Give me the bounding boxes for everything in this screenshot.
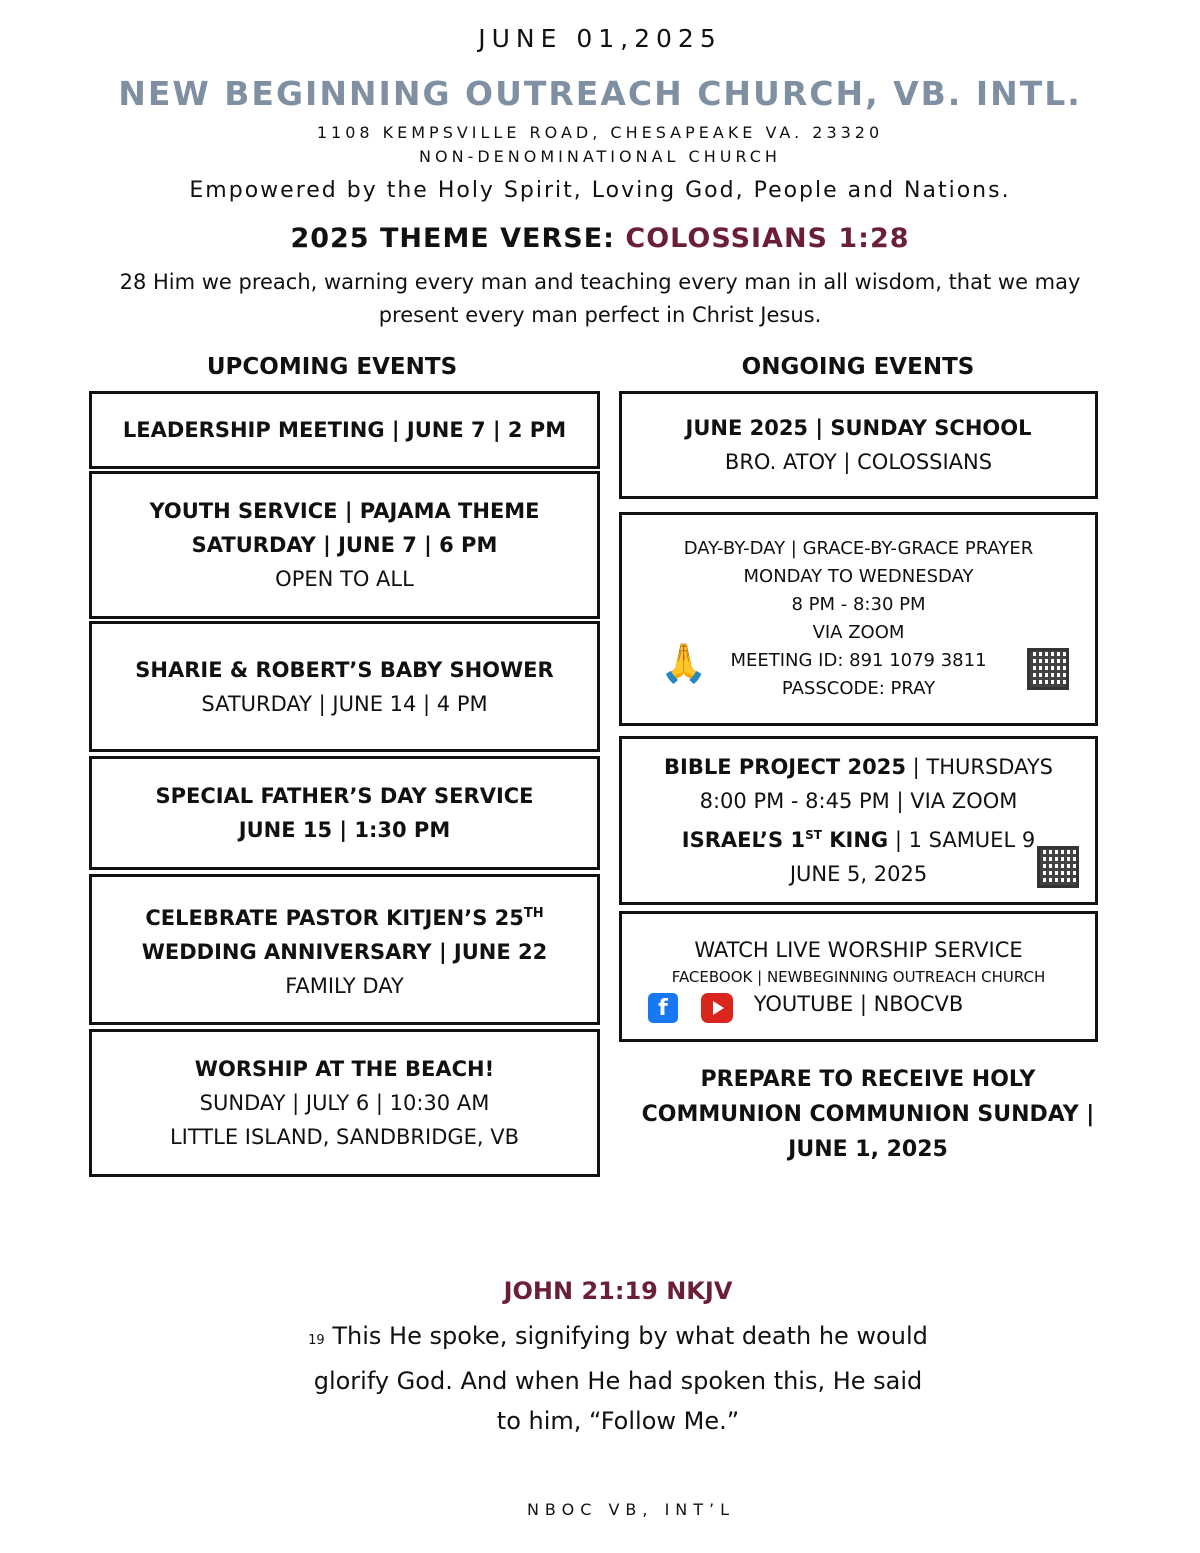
church-address: 1108 KEMPSVILLE ROAD, CHESAPEAKE VA. 23320 (316, 123, 884, 142)
event-prayer-meeting (619, 512, 1098, 726)
upcoming-events-heading: UPCOMING EVENTS (206, 354, 458, 380)
event-shower-title: SHARIE & ROBERT’S BABY SHOWER (135, 657, 554, 682)
church-address-block (0, 121, 1200, 169)
ongoing-events-heading: ONGOING EVENTS (741, 354, 975, 380)
event-leadership-meeting (89, 391, 600, 469)
event-youth-date: SATURDAY | JUNE 7 | 6 PM (191, 533, 498, 557)
event-anniv-note: FAMILY DAY (285, 973, 404, 998)
church-denomination: NON-DENOMINATIONAL CHURCH (419, 147, 781, 166)
church-name: NEW BEGINNING OUTREACH CHURCH, VB. INTL. (118, 74, 1082, 113)
event-bible-topic-sup: ST (805, 828, 822, 842)
qr-code-icon[interactable] (1037, 846, 1079, 888)
event-watch-facebook: FACEBOOK | NEWBEGINNING OUTREACH CHURCH (671, 967, 1046, 986)
event-bible-topic (682, 818, 1035, 857)
event-prayer-platform: VIA ZOOM (812, 622, 905, 643)
event-beach-title: WORSHIP AT THE BEACH! (194, 1057, 495, 1081)
event-anniversary (89, 874, 600, 1025)
church-tagline: Empowered by the Holy Spirit, Loving God, People and Nations. (189, 178, 1011, 203)
event-bible-topic-a: ISRAEL’S 1 (681, 828, 806, 852)
event-live-worship (619, 911, 1098, 1042)
event-bible-title (664, 750, 1053, 784)
theme-verse-heading (0, 223, 1200, 254)
event-bible-date: JUNE 5, 2025 (789, 862, 928, 886)
event-prayer-days: MONDAY TO WEDNESDAY (743, 566, 974, 587)
event-anniv-date: WEDDING ANNIVERSARY | JUNE 22 (141, 939, 548, 964)
closing-verse-text (300, 1316, 936, 1441)
event-prayer-time: 8 PM - 8:30 PM (791, 594, 926, 615)
event-anniv-sup: TH (523, 905, 544, 921)
event-youth-note: OPEN TO ALL (275, 567, 414, 591)
event-shower-date: SATURDAY | JUNE 14 | 4 PM (201, 691, 488, 716)
communion-notice: PREPARE TO RECEIVE HOLY COMMUNION COMMUNION SUNDAY | JUNE 1, 2025 (641, 1067, 1095, 1162)
bulletin-date: JUNE 01,2025 (478, 24, 722, 53)
praying-hands-icon: 🙏 (660, 641, 708, 685)
qr-code-icon[interactable] (1027, 648, 1069, 690)
event-watch-title: WATCH LIVE WORSHIP SERVICE (694, 937, 1023, 962)
closing-verse-body: This He spoke, signifying by what death he would glorify God. And when He had spoken this, He said to him, “Follow Me.” (313, 1322, 928, 1435)
event-anniv-title (145, 897, 543, 935)
event-bible-day: | THURSDAYS (905, 755, 1053, 779)
closing-verse-reference: JOHN 21:19 NKJV (503, 1277, 733, 1305)
event-baby-shower (89, 621, 600, 752)
event-sunday-title: JUNE 2025 | SUNDAY SCHOOL (685, 416, 1032, 440)
closing-verse-number: 19 (308, 1333, 325, 1348)
facebook-icon[interactable]: f (648, 993, 678, 1023)
event-prayer-title: DAY-BY-DAY | GRACE-BY-GRACE PRAYER (683, 538, 1034, 559)
event-youth-service (89, 471, 600, 619)
event-beach-location: LITTLE ISLAND, SANDBRIDGE, VB (169, 1125, 520, 1149)
event-sunday-school (619, 391, 1098, 499)
event-father-date: JUNE 15 | 1:30 PM (238, 818, 451, 842)
event-sunday-teacher: BRO. ATOY | COLOSSIANS (724, 450, 993, 474)
event-prayer-passcode: PASSCODE: PRAY (781, 678, 936, 699)
theme-reference: COLOSSIANS 1:28 (625, 223, 910, 254)
event-bible-topic-b: KING (821, 828, 889, 852)
event-beach-worship (89, 1029, 600, 1177)
event-anniv-title-text: CELEBRATE PASTOR KITJEN’S 25 (145, 905, 524, 930)
event-father-title: SPECIAL FATHER’S DAY SERVICE (155, 784, 534, 808)
event-beach-date: SUNDAY | JULY 6 | 10:30 AM (199, 1091, 490, 1115)
youtube-icon[interactable] (701, 993, 733, 1023)
theme-label: 2025 THEME VERSE: (290, 223, 626, 254)
event-prayer-meeting-id: MEETING ID: 891 1079 3811 (730, 650, 987, 671)
event-bible-project (619, 736, 1098, 905)
event-watch-youtube: YOUTUBE | NBOCVB (753, 991, 964, 1016)
theme-verse-text: 28 Him we preach, warning every man and teaching every man in all wisdom, that we may present every man perfect in Christ Jesus. (119, 270, 1081, 327)
event-bible-time: 8:00 PM - 8:45 PM | VIA ZOOM (699, 789, 1018, 813)
event-fathers-day (89, 756, 600, 870)
event-youth-title: YOUTH SERVICE | PAJAMA THEME (149, 499, 540, 523)
footer-church-abbrev: NBOC VB, INT’L (526, 1500, 736, 1519)
event-bible-passage: | 1 SAMUEL 9 (888, 828, 1036, 852)
event-bible-title-bold: BIBLE PROJECT 2025 (664, 755, 906, 779)
event-leadership-line: LEADERSHIP MEETING | JUNE 7 | 2 PM (122, 418, 567, 442)
